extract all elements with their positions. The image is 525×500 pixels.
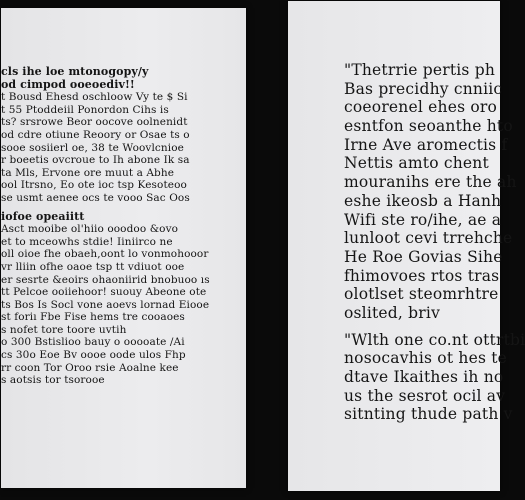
text-line: ta Mls, Ervone ore muut a Abhe: [1, 166, 175, 179]
text-line: dtave Ikaithes ih no: [344, 368, 504, 386]
text-line: Bas precidhy cnniic: [344, 79, 503, 98]
text-line: rr coon Tor Oroo rsie Aoalne kee: [1, 361, 179, 374]
text-line: ts Bos Is Socl vone aoevs lornad Eiooe: [1, 298, 210, 311]
text-line: s aotsis tor tsorooe: [1, 374, 105, 387]
text-line: t Bousd Ehesd oschloow Vy te $ Si: [1, 91, 188, 104]
text-line: cs 30o Eoe Bv oooe oode ulos Fhp: [1, 349, 186, 362]
text-line: Wifi ste ro/ihe, ae a: [344, 210, 502, 229]
text-line: He Roe Govias Sihe: [344, 247, 503, 266]
text-line: mouranihs ere the ah: [344, 173, 517, 192]
text-line: "Wlth one co.nt ottrtbi: [344, 330, 525, 349]
text-line: ts? srsrowe Beor oocove oolnenidt: [1, 116, 188, 129]
text-line: s nofet tore toore uvtih: [1, 323, 127, 336]
text-line: Nettis amto chent: [344, 154, 489, 173]
text-line: sitnting thude path v: [344, 405, 513, 424]
text-line: coeorenel ehes oro: [344, 98, 498, 117]
text-line: Asct mooibe ol'hiio ooodoo &ovo: [1, 223, 179, 236]
text-line: er sesrte &eoirs ohaoniirid bnobuoo ıs: [1, 273, 210, 286]
left-page: [1, 8, 246, 488]
text-line: "Thetrrie pertis ph: [344, 61, 496, 79]
right-page-text: [344, 61, 525, 424]
text-line: tt Pelcoe ooiiehoor! suouy Abeone ote: [1, 286, 207, 299]
text-line: oslited, briv: [344, 303, 441, 322]
text-line: lunloot cevi trrehche: [344, 229, 513, 248]
text-line: cls ihe loe mtonogopy/y: [1, 65, 149, 78]
text-line: o 300 Bstislioo bauy o ooooate /Ai: [1, 336, 185, 349]
text-line: nosocavhis ot hes te: [344, 349, 508, 368]
text-line: sooe sosiierl oe, 38 te Woovlcnioe: [1, 141, 184, 154]
text-line: r boeetis ovcroue to Ih abone Ik sa: [1, 154, 190, 167]
text-line: od cdre otiune Reoory or Osae ts o: [1, 128, 190, 141]
right-page: [288, 1, 525, 491]
text-line: od cimpod ooeoediv!!: [1, 77, 135, 91]
text-line: us the sesrot ocil av: [344, 386, 506, 405]
text-line: se usmt aenee ocs te vooo Sac Oos: [1, 191, 190, 204]
text-line: t 55 Ptoddeiil Ponordon Cihs is: [1, 103, 169, 116]
text-line: oll oioe fhe obaeh,oont lo vonmohooor: [1, 248, 209, 261]
text-line: esntfon seoanthe hto: [344, 117, 513, 136]
text-line: et to mceowhs stdie! Iiniirco ne: [1, 235, 173, 248]
text-line: eshe ikeosb a Hanh: [344, 191, 502, 210]
text-line: st foriı Fbe Fise hems tre cooaoes: [1, 311, 185, 324]
text-line: ool Itrsno, Eo ote ioc tsp Kesoteoo: [1, 179, 187, 192]
text-line: fhimovoes rtos tras: [344, 266, 500, 285]
text-line: Irne Ave aromectis f: [344, 135, 508, 154]
paragraph-gap: [344, 323, 525, 331]
text-line: iofoe opeaiitt: [1, 209, 85, 223]
text-line: vr lliin ofhe oaoe tsp tt vdiuot ooe: [1, 260, 185, 273]
left-page-text: [1, 66, 210, 387]
text-line: olotlset steomrhtre: [344, 285, 499, 304]
